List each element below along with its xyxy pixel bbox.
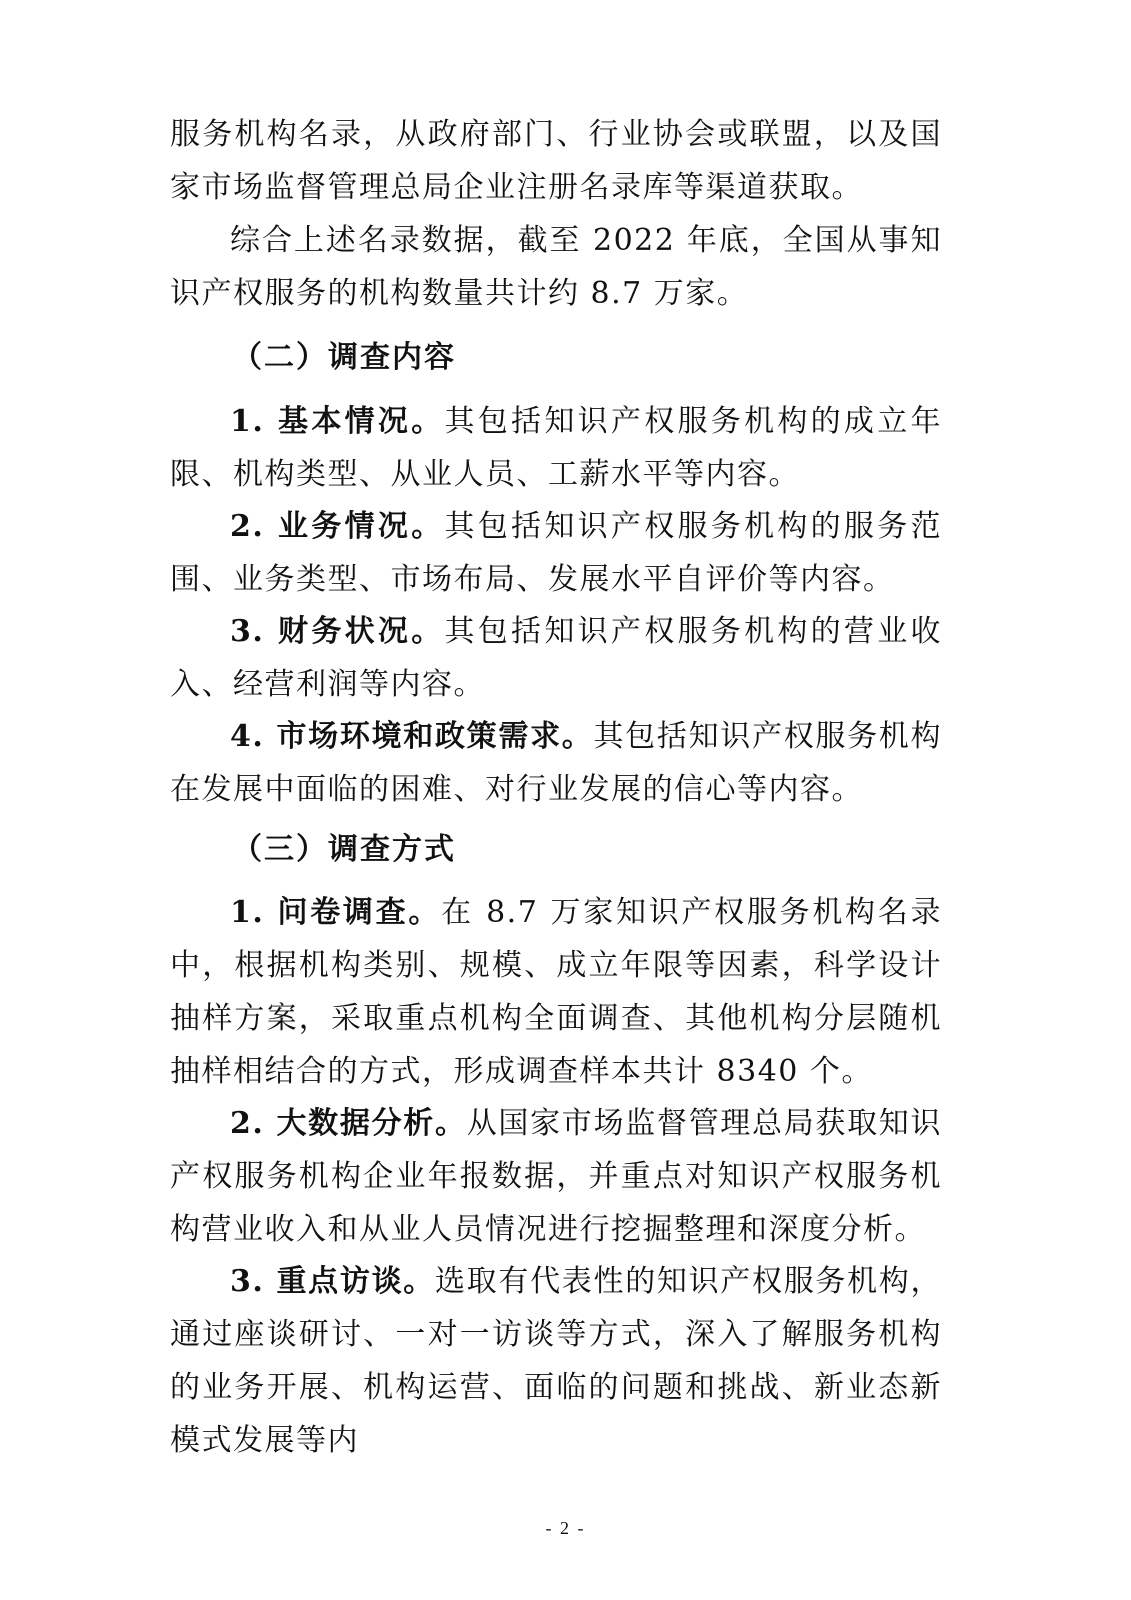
list-item-market-policy bbox=[170, 710, 942, 816]
item-title: 2. 大数据分析。 bbox=[230, 1106, 467, 1141]
item-title: 3. 财务状况。 bbox=[230, 614, 445, 649]
item-title: 4. 市场环境和政策需求。 bbox=[230, 719, 594, 754]
list-item-questionnaire bbox=[170, 886, 942, 1098]
item-title: 2. 业务情况。 bbox=[230, 509, 445, 544]
list-item-interviews bbox=[170, 1255, 942, 1467]
item-body: 其包括知识产权服务机构的成立年限、机构类型、从业人员、工薪水平等内容。 bbox=[170, 404, 942, 492]
list-item-financial-status bbox=[170, 605, 942, 711]
section-heading-survey-content: （二）调查内容 bbox=[232, 340, 456, 375]
list-item-big-data bbox=[170, 1097, 942, 1256]
item-body: 其包括知识产权服务机构的营业收入、经营利润等内容。 bbox=[170, 614, 942, 702]
item-body: 选取有代表性的知识产权服务机构，通过座谈研讨、一对一访谈等方式，深入了解服务机构的业务开展、机构运营、面临的问题和挑战、新业态新模式发展等内 bbox=[170, 1264, 943, 1458]
section-heading-survey-method: （三）调查方式 bbox=[232, 832, 456, 867]
paragraph-institution-sources: 服务机构名录，从政府部门、行业协会或联盟，以及国家市场监督管理总局企业注册名录库等渠道获取。 bbox=[170, 117, 942, 205]
item-title: 1. 问卷调查。 bbox=[230, 895, 442, 930]
item-title: 1. 基本情况。 bbox=[230, 404, 445, 439]
item-body: 在 8.7 万家知识产权服务机构名录中，根据机构类别、规模、成立年限等因素，科学设计抽样方案，采取重点机构全面调查、其他机构分层随机抽样相结合的方式，形成调查样本共计 8340 个。 bbox=[170, 895, 942, 1089]
page-number: - 2 - bbox=[545, 1518, 586, 1538]
item-body: 其包括知识产权服务机构在发展中面临的困难、对行业发展的信心等内容。 bbox=[170, 719, 943, 807]
item-body: 其包括知识产权服务机构的服务范围、业务类型、市场布局、发展水平自评价等内容。 bbox=[170, 509, 942, 597]
list-item-business-situation bbox=[170, 500, 942, 606]
list-item-basic-situation bbox=[170, 395, 942, 501]
item-body: 从国家市场监督管理总局获取知识产权服务机构企业年报数据，并重点对知识产权服务机构营业收入和从业人员情况进行挖掘整理和深度分析。 bbox=[170, 1106, 943, 1247]
item-title: 3. 重点访谈。 bbox=[230, 1264, 435, 1299]
paragraph-institution-count: 综合上述名录数据，截至 2022 年底，全国从事知识产权服务的机构数量共计约 8.7 万家。 bbox=[170, 223, 942, 311]
